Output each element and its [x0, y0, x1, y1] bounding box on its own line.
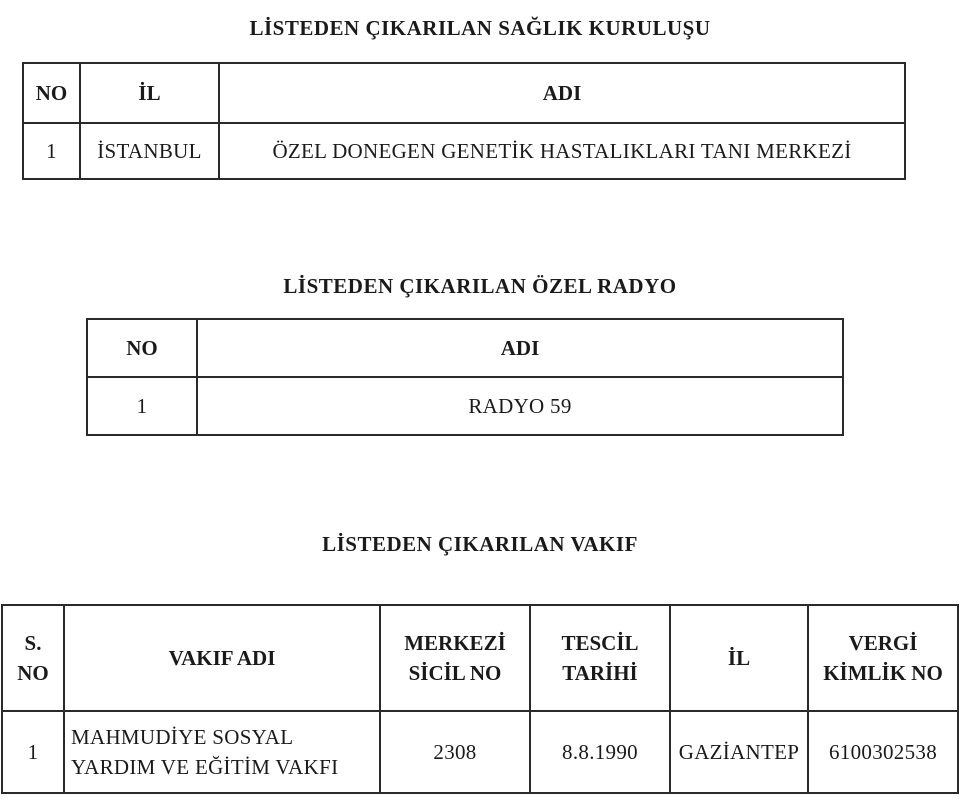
table-header-row [87, 319, 843, 377]
health-institution-title: LİSTEDEN ÇIKARILAN SAĞLIK KURULUŞU [249, 16, 711, 40]
cell-tescil-tarihi: 8.8.1990 [530, 711, 670, 793]
foundation-title: LİSTEDEN ÇIKARILAN VAKIF [322, 532, 638, 556]
table-row [2, 711, 958, 793]
header-vergi-line2: KİMLİK NO [823, 661, 943, 685]
health-institution-table [22, 62, 906, 180]
header-vergi-line1: VERGİ [848, 631, 918, 655]
table-row [87, 377, 843, 435]
cell-vakif-adi-line2: YARDIM VE EĞİTİM VAKFI [71, 755, 339, 779]
cell-vakif-adi-line1: MAHMUDİYE SOSYAL [71, 725, 294, 749]
table-header-row [2, 605, 958, 711]
header-il: İL [670, 605, 808, 711]
header-tescil-tarihi [530, 605, 670, 711]
header-sicil-line1: MERKEZİ [404, 631, 506, 655]
header-tescil-line2: TARİHİ [562, 661, 638, 685]
cell-adi: RADYO 59 [197, 377, 843, 435]
cell-no: 1 [87, 377, 197, 435]
header-sicil-line2: SİCİL NO [408, 661, 502, 685]
header-tescil-line1: TESCİL [561, 631, 639, 655]
table-header-row [23, 63, 905, 123]
header-vakif-adi: VAKIF ADI [64, 605, 380, 711]
cell-sicil-no: 2308 [380, 711, 530, 793]
cell-il: GAZİANTEP [670, 711, 808, 793]
cell-adi: ÖZEL DONEGEN GENETİK HASTALIKLARI TANI MERKEZİ [219, 123, 905, 179]
header-sno-line2: NO [17, 661, 49, 685]
foundation-table [1, 604, 959, 794]
cell-vergi-no: 6100302538 [808, 711, 958, 793]
cell-il: İSTANBUL [80, 123, 219, 179]
header-adi: ADI [197, 319, 843, 377]
header-no: NO [87, 319, 197, 377]
header-sno [2, 605, 64, 711]
private-radio-title: LİSTEDEN ÇIKARILAN ÖZEL RADYO [283, 274, 677, 298]
header-vergi-no [808, 605, 958, 711]
header-il: İL [80, 63, 219, 123]
private-radio-table [86, 318, 844, 436]
cell-no: 1 [23, 123, 80, 179]
cell-vakif-adi [64, 711, 380, 793]
header-sicil-no [380, 605, 530, 711]
header-no: NO [23, 63, 80, 123]
header-sno-line1: S. [24, 631, 42, 655]
table-row [23, 123, 905, 179]
cell-sno: 1 [2, 711, 64, 793]
header-adi: ADI [219, 63, 905, 123]
